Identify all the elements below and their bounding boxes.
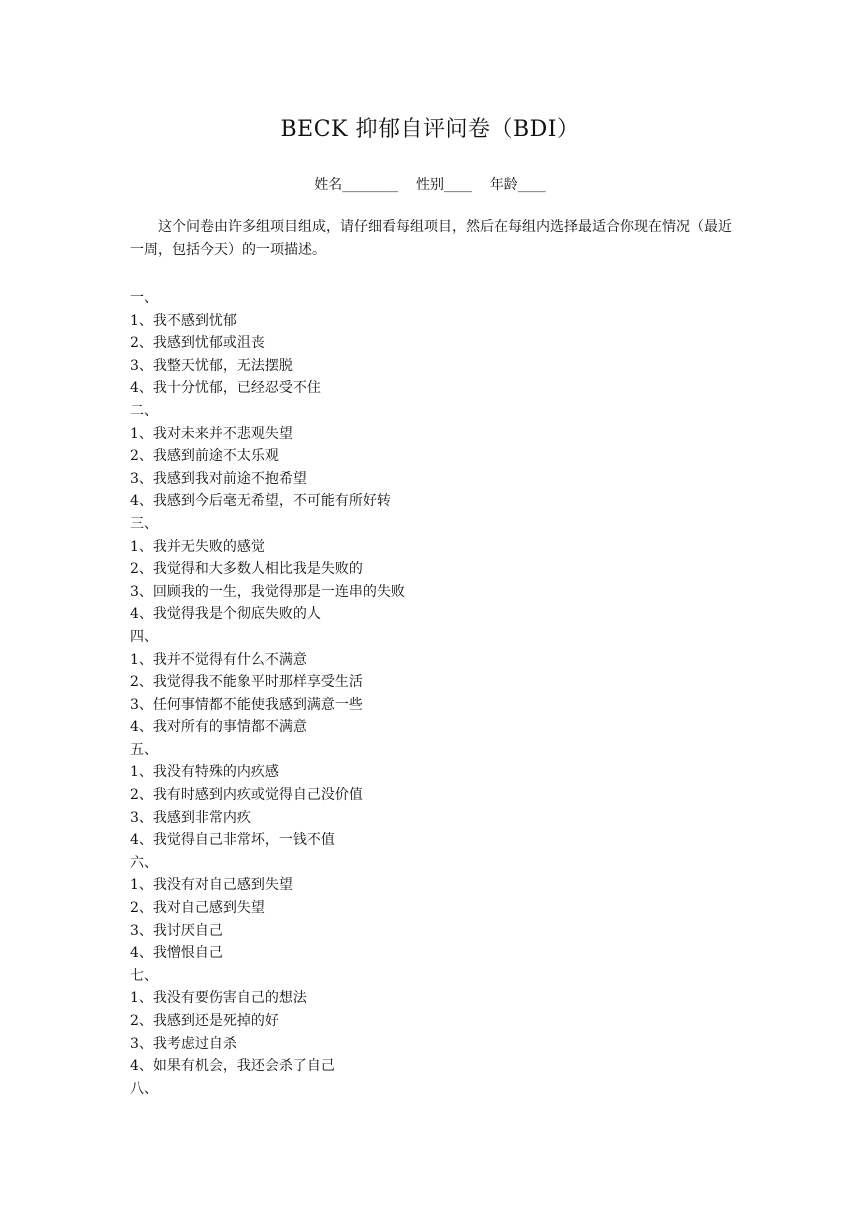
answer-option: 3、我讨厌自己 [130, 922, 223, 939]
section-heading: 七、 [130, 967, 158, 984]
answer-option: 4、我十分忧郁，已经忍受不住 [130, 380, 321, 397]
answer-option: 4、我觉得我是个彻底失败的人 [130, 606, 321, 623]
question-list [130, 287, 742, 1100]
answer-option: 2、我感到忧郁或沮丧 [130, 335, 265, 352]
age-field-label: 年龄____ [489, 177, 546, 193]
section-heading: 五、 [130, 741, 158, 758]
answer-option: 1、我没有特殊的内疚感 [130, 764, 279, 781]
answer-option: 3、任何事情都不能使我感到满意一些 [130, 696, 363, 713]
answer-option: 4、如果有机会，我还会杀了自己 [130, 1058, 335, 1075]
answer-option: 1、我没有要伤害自己的想法 [130, 990, 307, 1007]
section-heading: 二、 [130, 402, 158, 419]
answer-option: 2、我觉得和大多数人相比我是失败的 [130, 561, 363, 578]
answer-option: 2、我感到前途不太乐观 [130, 448, 279, 465]
section-heading: 八、 [130, 1080, 158, 1097]
answer-option: 2、我感到还是死掉的好 [130, 1013, 279, 1029]
instructions-paragraph: 这个问卷由许多组项目组成，请仔细看每组项目，然后在每组内选择最适合你现在情况（最近一周，包括今天）的一项描述。 [130, 219, 732, 258]
name-field-label: 姓名________ [314, 177, 399, 193]
gender-field-label: 性别____ [416, 177, 472, 193]
answer-option: 2、我对自己感到失望 [130, 900, 265, 917]
answer-option: 1、我没有对自己感到失望 [130, 877, 293, 894]
answer-option: 3、我感到我对前途不抱希望 [130, 470, 307, 487]
answer-option: 3、回顾我的一生，我觉得那是一连串的失败 [130, 583, 405, 600]
answer-option: 2、我觉得我不能象平时那样享受生活 [130, 674, 363, 691]
answer-option: 1、我并不觉得有什么不满意 [130, 651, 307, 668]
section-heading: 四、 [130, 628, 158, 645]
answer-option: 3、我整天忧郁，无法摆脱 [130, 357, 293, 374]
answer-option: 4、我觉得自己非常坏，一钱不值 [130, 832, 335, 849]
answer-option: 4、我感到今后毫无希望，不可能有所好转 [130, 493, 391, 510]
answer-option: 2、我有时感到内疚或觉得自己没价值 [130, 787, 363, 804]
answer-option: 1、我并无失败的感觉 [130, 538, 265, 555]
respondent-info [0, 174, 860, 194]
section-heading: 三、 [130, 515, 158, 532]
answer-option: 1、我对未来并不悲观失望 [130, 425, 293, 442]
answer-option: 4、我对所有的事情都不满意 [130, 719, 307, 736]
answer-option: 1、我不感到忧郁 [130, 312, 237, 329]
answer-option: 4、我憎恨自己 [130, 945, 223, 962]
section-heading: 一、 [130, 290, 158, 306]
page-title: BECK 抑郁自评问卷（BDI） [280, 117, 580, 142]
answer-option: 3、我感到非常内疚 [130, 809, 251, 826]
answer-option: 3、我考虑过自杀 [130, 1035, 237, 1052]
section-heading: 六、 [130, 854, 158, 871]
